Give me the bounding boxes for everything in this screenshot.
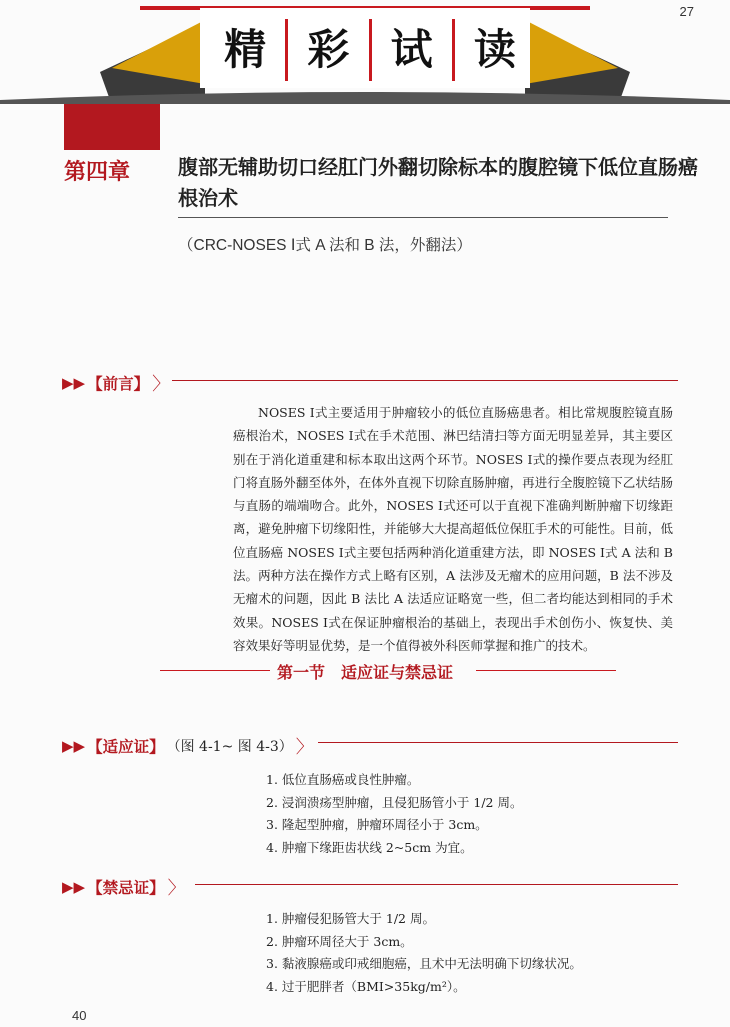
double-arrow-icon: ▶▶ (62, 737, 86, 755)
indications-heading-label: 【适应证】 (87, 738, 165, 756)
list-item: 3. 隆起型肿瘤，肿瘤环周径小于 3cm。 (266, 817, 488, 832)
intro-heading-label: 【前言】 (87, 375, 150, 393)
list-item: 1. 低位直肠癌或良性肿瘤。 (266, 772, 420, 787)
section-title: 第一节 适应证与禁忌证 (276, 663, 453, 682)
list-item: 4. 过于肥胖者（BMI>35kg/m²）。 (266, 978, 466, 994)
chapter-label: 第四章 (64, 160, 131, 185)
list-item: 2. 浸润溃疡型肿瘤，且侵犯肠管小于 1/2 周。 (266, 794, 523, 810)
banner-title (205, 14, 535, 86)
contraindications-heading (62, 874, 186, 900)
banner-char-3: 试 (372, 19, 455, 81)
chapter-color-block (64, 104, 160, 150)
chapter-title: 腹部无辅助切口经肛门外翻切除标本的腹腔镜下低位直肠癌根治术 (178, 155, 698, 210)
list-item: 3. 黏液腺癌或印戒细胞癌，且术中无法明确下切缘状况。 (266, 956, 582, 971)
indications-heading-rule (318, 742, 678, 743)
contraindications-heading-rule (195, 884, 678, 885)
banner-char-1: 精 (205, 19, 288, 81)
list-item: 1. 肿瘤侵犯肠管大于 1/2 周。 (266, 911, 435, 926)
top-page-number: 27 (679, 4, 694, 19)
page-number: 40 (72, 1008, 87, 1023)
chevron-right-icon: 〉 (167, 878, 186, 899)
indications-heading (62, 733, 314, 759)
double-arrow-icon: ▶▶ (62, 374, 86, 392)
contraindications-list (266, 908, 582, 998)
indications-list (266, 769, 522, 859)
intro-heading (62, 370, 170, 396)
list-item: 2. 肿瘤环周径大于 3cm。 (266, 933, 413, 949)
section-rule-right (476, 670, 616, 671)
intro-heading-rule (172, 380, 678, 381)
title-divider (178, 217, 668, 218)
double-arrow-icon: ▶▶ (62, 878, 86, 896)
banner-char-4: 读 (473, 25, 516, 74)
intro-paragraph: NOSES Ⅰ式主要适用于肿瘤较小的低位直肠癌患者。相比常规腹腔镜直肠癌根治术，NOSES Ⅰ式在手术范围、淋巴结清扫等方面无明显差异，其主要区别在于消化道重建和标本取出这两个环节。NOSES Ⅰ式的操作要点表现为经肛门将直肠外翻至体外，在体外直视下切除直肠肿瘤，再进行全腹腔镜下乙状结肠与直肠的端端吻合。此外，NOSES Ⅰ式还可以于直视下准确判断肿瘤下切缘距离，避免肿瘤下切缘阳性，并能够大大提高超低位保肛手术的可能性。目前，低位直肠癌 NOSES Ⅰ式主要包括两种消化道重建方法，即 NOSES Ⅰ式 A 法和 B 法。两种方法在操作方式上略有区别，A 法涉及无瘤术的应用问题，B 法不涉及无瘤术的问题，因此 B 法比 A 法适应证略宽一些，但二者均能达到相同的手术效果。NOSES Ⅰ式在保证肿瘤根治的基础上，表现出手术创伤小、恢复快、美容效果好等明显优势，是一个值得被外科医师掌握和推广的技术。 (233, 405, 673, 653)
chapter-subtitle: （CRC-NOSES Ⅰ式 A 法和 B 法，外翻法） (178, 237, 472, 254)
chevron-right-icon: 〉 (295, 737, 314, 758)
chevron-right-icon: 〉 (152, 374, 171, 395)
contraindications-heading-label: 【禁忌证】 (87, 879, 165, 897)
list-item: 4. 肿瘤下缘距齿状线 2~5cm 为宜。 (266, 839, 473, 855)
banner-char-2: 彩 (288, 19, 371, 81)
indications-figure-ref: （图 4-1~ 图 4-3） (166, 739, 293, 755)
